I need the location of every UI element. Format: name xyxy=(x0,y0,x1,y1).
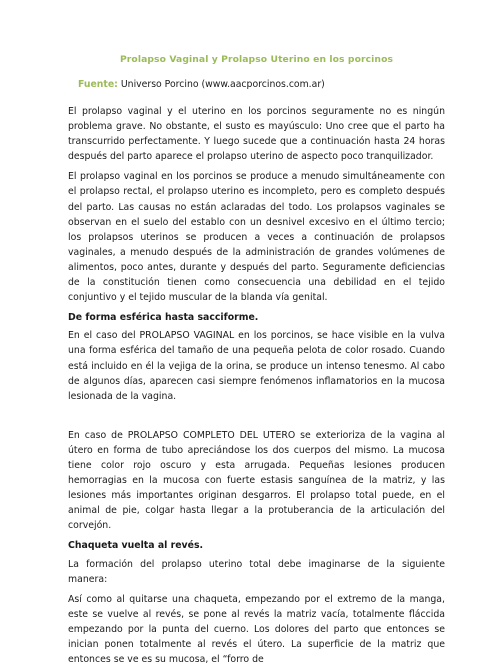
paragraph-causes: El prolapso vaginal en los porcinos se produce a menudo simultáneamente con el prolapso rectal, el prolapso uterino es incompleto, pero es completo después del parto. Las causas no están aclaradas del todo. Los prolapsos vaginales se observan en el suelo del establo con un desnivel excesivo en el último tercio; los prolapsos uterinos se producen a veces a continuación de prolapsos vaginales, a menudo después de la administración de grandes volúmenes de alimentos, poco antes, durante y después del parto. Seguramente deficiencias de la constitución tienen como consecuencia una debilidad en el tejido conjuntivo y el tejido muscular de la blanda vía genital. xyxy=(68,171,445,304)
heading-jacket: Chaqueta vuelta al revés. xyxy=(68,540,204,552)
paragraph-intro: El prolapso vaginal y el uterino en los porcinos seguramente no es ningún problema grave. No obstante, el susto es mayúsculo: Uno cree que el parto ha transcurrido perfectamente. Y luego sucede que a continuación hasta 24 horas después del parto aparece el prolapso uterino de aspecto poco tranquilizador. xyxy=(68,106,445,163)
heading-spherical-form: De forma esférica hasta sacciforme. xyxy=(68,312,259,324)
paragraph-spacer xyxy=(68,409,445,428)
paragraph-vaginal-prolapse: En el caso del PROLAPSO VAGINAL en los porcinos, se hace visible en la vulva una forma esférica del tamaño de una pequeña pelota de color rosado. Cuando está incluido en él la vejiga de la orina, se produce un intenso tenesmo. Al cabo de algunos días, aparecen casi siempre fenómenos inflamatorios en la mucosa lesionada de la vagina. xyxy=(68,330,445,402)
source-line xyxy=(78,79,445,90)
document-title: Prolapso Vaginal y Prolapso Uterino en los porcinos xyxy=(119,54,394,65)
paragraph-formation: La formación del prolapso uterino total debe imaginarse de la siguiente manera: xyxy=(68,558,445,585)
paragraph-uterine-prolapse: En caso de PROLAPSO COMPLETO DEL UTERO se exterioriza de la vagina al útero en forma de tubo apreciándose los dos cuerpos del mismo. La mucosa tiene color rojo oscuro y esta arrugada. Pequeñas lesiones producen hemorragias en la mucosa con fuerte estasis sanguínea de la matriz, y las lesiones más importantes originan desgarros. El prolapso total puede, en el animal de pie, colgar hasta llegar a la protuberancia de la articulación del corvejón. xyxy=(68,429,445,532)
source-value: Universo Porcino (www.aacporcinos.com.ar) xyxy=(120,79,325,90)
source-label: Fuente: xyxy=(78,79,118,90)
paragraph-jacket-analogy: Así como al quitarse una chaqueta, empezando por el extremo de la manga, este se vuelve al revés, se pone al revés la matriz vacía, totalmente fláccida empezando por la punta del cuerno. Los dolores del parto que entonces se inician ponen totalmente al revés el útero. La superficie de la matriz que entonces se ve es su mucosa, el “forro de xyxy=(68,593,445,666)
